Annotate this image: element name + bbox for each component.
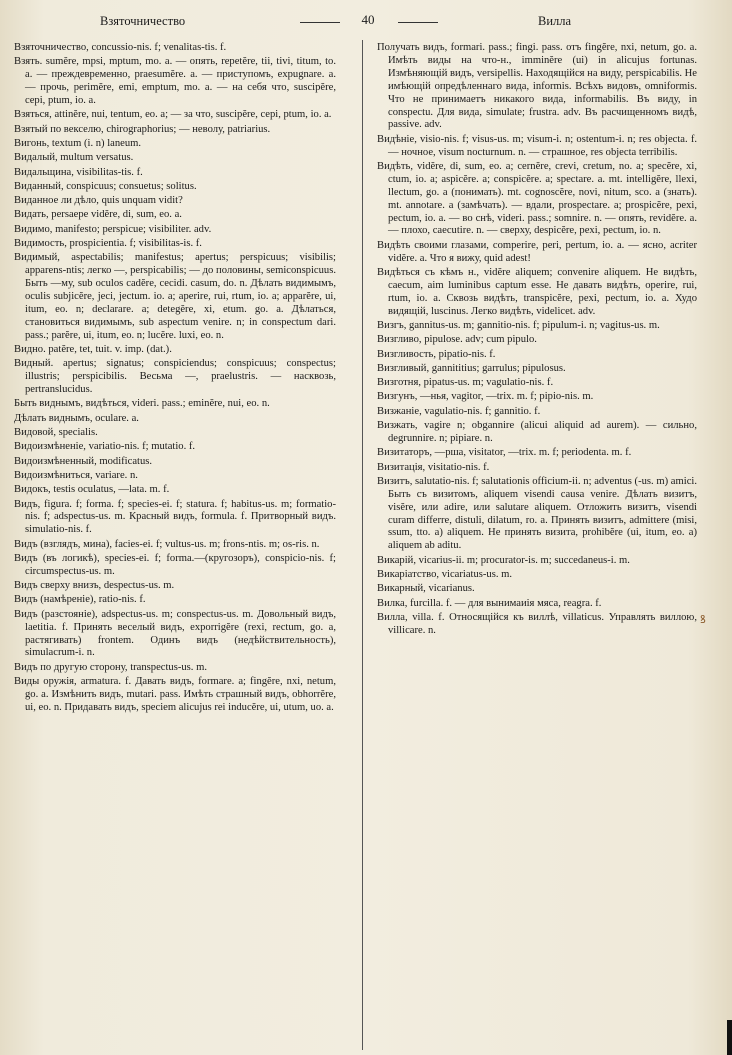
dictionary-entry: Видно. patĕre, tet, tuit. v. imp. (dat.).: [14, 344, 172, 356]
dictionary-entry: Визготня, pipatus-us. m; vagulatio-nis. f.: [377, 377, 554, 389]
dictionary-entry: Видъ (въ логикѣ), species-ei. f; forma.—(кругозоръ), conspicio-nis. f; circumspectus-us. m.: [14, 552, 336, 577]
right-column: [377, 42, 697, 639]
dictionary-entry: Видоизмѣненіе, variatio-nis. f; mutatio. f.: [14, 441, 196, 453]
dictionary-entry: Викаріатство, vicariatus-us. m.: [377, 568, 513, 580]
dictionary-entry: Визжаніе, vagulatio-nis. f; gannitio. f.: [377, 405, 541, 417]
dictionary-entry: Виданный, conspicuus; consuetus; solitus.: [14, 180, 197, 192]
dictionary-entry: Видъ (разстояніе), adspectus-us. m; conspectus-us. m. Довольный видъ, laetitia. f. Принять веселый видъ, exporrigĕre (rexi, rectum, go. a, растягивать) frontem. Одинъ видъ (недѣйствительность), simulacrum-i. n.: [14, 608, 336, 659]
header-right-guide-word: Вилла: [538, 14, 572, 28]
dictionary-entry: Викарный, vicarianus.: [377, 583, 475, 595]
dictionary-entry: Визитъ, salutatio-nis. f; salutationis officium-ii. n; adventus (-us. m) amici. Быть съ визитомъ, aliquem visendi causa venire. Дѣлать визитъ, visĕre, или adire, или salutare aliquem. Отложить визитъ, visendi curam differre, distuli, dilatum, ro. a. Принять визитъ, admittere (misi, ssum, tto. a) aliquem. Не принять визита, prohibĕre (ui, itum, eo. a) aliquem ab aditu.: [377, 475, 697, 552]
dictionary-entry: Визитація, visitatio-nis. f.: [377, 461, 490, 473]
dictionary-entry: Получать видъ, formari. pass.; fingi. pass. отъ fingĕre, nxi, netum, go. a. Имѣть виды на что-н., imminĕre (ui) in alicujus fortunas. Измѣняющій видъ, versipellis. Находящійся на виду, perspicabilis. Не имѣющій опредѣленнаго вида, informis. Всѣхъ видовъ, omniformis. Что не принимаетъ никакого вида, informabilis. Въ виду, in conspectu. Для вида, simulate; frustra. adv. Въ расчищенномъ видѣ, passive. adv.: [377, 42, 697, 131]
dictionary-entry: Визгливость, pipatio-nis. f.: [377, 348, 496, 360]
dictionary-entry: Видъ, figura. f; forma. f; species-ei. f; statura. f; habitus-us. m; formatio-nis. f; adspectus-us. m. Красный видъ, formula. f. Притворный видъ. simulatio-nis. f.: [14, 498, 336, 536]
dictionary-entry: Вилка, furcilla. f. — для вынимаиія мяса, reagra. f.: [377, 597, 602, 609]
dictionary-entry: Видалый, multum versatus.: [14, 152, 134, 164]
dictionary-entry: Видоизмѣненный, modificatus.: [14, 455, 153, 467]
page-number: 40: [361, 12, 375, 27]
header-rule-left: [300, 22, 340, 23]
dictionary-entry: Видѣться съ кѣмъ н., vidĕre aliquem; convenire aliquem. Не видѣть, caecum, aim luminibus captum esse. Не давать видѣть, operire, rui, rtum, io. a. Сквозь видѣть, transpicĕre, pexi, pectum, io. a. Худо видящій, luscinus. Легко видѣть, videlicet. adv.: [377, 266, 697, 317]
dictionary-entry: Взяться, attinĕre, nui, tentum, eo. a; — за что, suscipĕre, cepi, ptum, io. a.: [14, 109, 332, 121]
dictionary-entry: Вигонь, textum (i. n) laneum.: [14, 137, 142, 149]
dictionary-entry: Визжать, vagire n; obgannire (alicui aliquid ad aurem). — сильно, degrunnire. n; pipiare. n.: [377, 420, 697, 444]
margin-mark: ꝸ: [700, 614, 706, 626]
dictionary-entry: Видъ по другую сторону, transpectus-us. m.: [14, 661, 207, 673]
dictionary-entry: Видъ сверху внизъ, despectus-us. m.: [14, 580, 175, 592]
dictionary-entry: Виданное ли дѣло, quis unquam vidit?: [14, 195, 183, 207]
dictionary-entry: Быть виднымъ, видѣться, videri. pass.; eminĕre, nui, eo. n.: [14, 398, 270, 410]
dictionary-entry: Видъ (намѣреніе), ratio-nis. f.: [14, 594, 146, 606]
dictionary-entry: Видѣть своими глазами, comperire, peri, pertum, io. a. — ясно, acriter vidĕre. a. Что я вижу, quid adest!: [377, 239, 697, 264]
dictionary-entry: Визитаторъ, —рша, visitator, —trix. m. f; periodenta. m. f.: [377, 447, 632, 459]
dictionary-entry: Взятый по векселю, chirographorius; — неволу, patriarius.: [14, 123, 271, 135]
dictionary-entry: Видовой, specialis.: [14, 427, 98, 439]
dictionary-entry: Визгунъ, —нья, vagitor, —trix. m. f; pipio-nis. m.: [377, 391, 594, 403]
page-edge-shadow: [727, 1020, 732, 1055]
dictionary-entry: Дѣлать виднымъ, oculare. a.: [14, 412, 139, 424]
dictionary-entry: Визгливо, pipulose. adv; cum pipulo.: [377, 334, 537, 346]
dictionary-entry: Видоизмѣниться, variare. n.: [14, 469, 138, 481]
dictionary-entry: Видѣть, vidĕre, di, sum, eo. a; cernĕre, crevi, cretum, no. a; specĕre, xi, ctum, io. a; aspicĕre. a; conspicĕre. a; spectare. a. mt. intelligĕre, llexi, llectum, go. a (понимать). mt. cognoscĕre, novi, nitum, sco. a (знать). mt. annotare. a (замѣчать). — вдали, prospectare. a; prospicĕre, pexi, pectum, io. a. — во снѣ, videri. pass.; somnire. n. — опять, revidĕre. a. — плохо, caecutire. n. — сверху, despicĕre, pexi, pectum, io. n.: [377, 160, 697, 237]
dictionary-entry: Вилла, villa. f. Относящійся къ виллѣ, villaticus. Управлять виллою, villicare. n.: [377, 611, 697, 636]
running-head: [0, 12, 732, 32]
header-rule-right: [398, 22, 438, 23]
dictionary-entry: Видѣніе, visio-nis. f; visus-us. m; visum-i. n; ostentum-i. n; res objecta. f. — ночное, visum nocturnum. n. — страшное, res objecta terribilis.: [377, 133, 697, 158]
left-column: [14, 42, 336, 716]
dictionary-entry: Видный. apertus; signatus; conspiciendus; conspicuus; conspectus; illustris; perspicibilis. Весьма —, praelustris. — насквозь, pertranslucidus.: [14, 358, 336, 396]
dictionary-entry: Видимо, manifesto; perspicue; visibiliter. adv.: [14, 223, 212, 235]
dictionary-entry: Видокъ, testis oculatus, —lata. m. f.: [14, 484, 170, 496]
dictionary-entry: Виды оружія, armatura. f. Давать видъ, formare. a; fingĕre, nxi, netum, go. a. Измѣнить видъ, mutari. pass. Имѣть страшный видъ, obhorrĕre, ui, eo. n. Придавать видъ, speciem alicujus rei inducĕre, ui, utum, uo. a.: [14, 676, 336, 713]
dictionary-entry: Видимость, prospicientia. f; visibilitas-is. f.: [14, 237, 202, 249]
dictionary-entry: Видъ (взглядъ, мина), facies-ei. f; vultus-us. m; frons-ntis. m; os-ris. n.: [14, 538, 320, 550]
dictionary-entry: Видать, persaepe vidĕre, di, sum, eo. a.: [14, 209, 182, 221]
dictionary-entry: Визгливый, gannititius; garrulus; pipulosus.: [377, 362, 566, 374]
dictionary-entry: Видимый, aspectabilis; manifestus; apertus; perspicuus; visibilis; apparens-ntis; легко —, perspicabilis; — до половины, semiconspicuus. Быть —му, sub oculos cadĕre, cecidi. casum, do. n. Дѣлать видимымъ, oculis subjicĕre, jeci, jectum. io. a; aperire, rui, rtum, io. a; apparĕre, ui, itum, eo. n; declarare. a; detegĕre, xi, etum. go. a. Дѣлаться, становиться видимымъ, sub aspectum venire. n; in conspectum dari. pass.; parĕre, ui, itum, eo. n; lucĕre. luxi, eo. n.: [14, 252, 336, 341]
dictionary-entry: Визгъ, gannitus-us. m; gannitio-nis. f; pipulum-i. n; vagitus-us. m.: [377, 319, 660, 331]
dictionary-entry: Видальщина, visibilitas-tis. f.: [14, 166, 143, 178]
header-left-guide-word: Взяточничество: [100, 14, 186, 28]
dictionary-entry: Взяточничество, concussio-nis. f; venalitas-tis. f.: [14, 42, 227, 53]
column-divider: [362, 40, 363, 1050]
dictionary-entry: Викарій, vicarius-ii. m; procurator-is. m; succedaneus-i. m.: [377, 554, 630, 566]
dictionary-entry: Взять. sumĕre, mpsi, mptum, mo. a. — опять, repetĕre, tii, tivi, titum, to. a. — преждевременно, praesumĕre. a. — приступомъ, expugnare. a. — прочь, perimĕre, emi, emptum, mo. a. — на себя что, suscipĕre, cepi, ptum, io. a.: [14, 56, 336, 107]
